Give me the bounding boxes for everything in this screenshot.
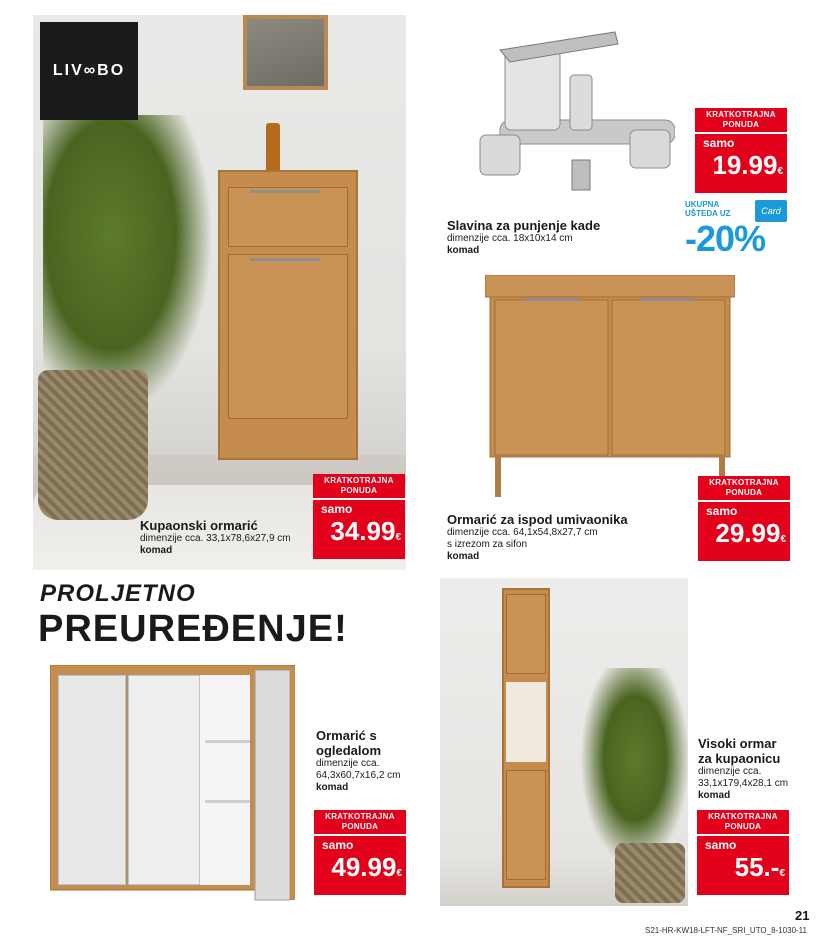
price-value: 49.99 <box>331 852 397 882</box>
tall-cabinet-top-door <box>506 594 546 674</box>
product-unit: komad <box>698 790 731 801</box>
tag-header: KRATKOTRAJNA PONUDA <box>324 476 394 495</box>
product-name: Ormarić za ispod umivaonika <box>447 512 628 527</box>
plant <box>580 668 688 868</box>
price-tag-faucet <box>695 108 787 193</box>
price <box>695 150 787 193</box>
wall-picture <box>243 15 328 90</box>
livarno-logo <box>40 22 138 120</box>
tag-samo: samo <box>705 838 737 852</box>
product-dims-size: 33,1x179,4x28,1 cm <box>698 778 789 789</box>
price-tag-bathroom-cabinet <box>313 474 405 559</box>
page-number: 21 <box>795 908 810 923</box>
currency: € <box>779 868 785 879</box>
product-bathroom-cabinet-info <box>140 518 315 557</box>
product-mirror-cabinet-info <box>316 728 426 794</box>
badge-line2: UŠTEDA UZ <box>685 209 731 218</box>
badge-line1: UKUPNA <box>685 200 720 209</box>
product-unit: komad <box>447 245 480 256</box>
product-name: Slavina za punjenje kade <box>447 218 601 233</box>
product-tall-cabinet-info <box>698 736 808 802</box>
product-unit: komad <box>316 782 349 793</box>
discount-percent: -20% <box>685 218 766 259</box>
tall-cabinet-shelves <box>506 682 546 762</box>
cabinet-handle <box>250 190 320 193</box>
tall-cabinet-photo <box>440 578 688 906</box>
badge-text <box>685 200 730 218</box>
tall-cabinet-bottom-door <box>506 770 546 880</box>
price-value: 34.99 <box>330 516 396 546</box>
tag-header: KRATKOTRAJNA PONUDA <box>325 812 395 831</box>
tag-header: KRATKOTRAJNA PONUDA <box>709 478 779 497</box>
basket <box>38 370 148 520</box>
tag-header: KRATKOTRAJNA PONUDA <box>708 812 778 831</box>
product-dims-size: 64,3x60,7x16,2 cm <box>316 770 401 781</box>
currency: € <box>777 166 783 177</box>
product-name: Visoki ormar <box>698 736 777 751</box>
card-discount-badge <box>685 200 795 262</box>
product-dims: dimenzije cca. 18x10x14 cm <box>447 233 573 244</box>
product-dims: dimenzije cca. 64,1x54,8x27,7 cm <box>447 527 598 538</box>
cabinet-image <box>218 170 358 460</box>
catalog-code: S21-HR-KW18-LFT-NF_SRI_UTO_8-1030-11 <box>645 926 807 935</box>
product-name-line2: za kupaonicu <box>698 751 781 766</box>
product-name: Kupaonski ormarić <box>140 518 258 533</box>
price-value: 19.99 <box>712 150 778 180</box>
product-faucet-info <box>447 218 647 257</box>
price-tag-mirror-cabinet <box>314 810 406 895</box>
price <box>314 852 406 895</box>
tag-samo: samo <box>706 504 738 518</box>
product-unit: komad <box>140 545 173 556</box>
product-name: Ormarić s <box>316 728 377 743</box>
basket <box>615 843 685 903</box>
headline-line2: PREUREĐENJE! <box>38 608 348 650</box>
currency: € <box>780 534 786 545</box>
currency: € <box>396 868 402 879</box>
price <box>313 516 405 559</box>
price-value: 55.- <box>734 852 780 882</box>
product-sink-cabinet-info <box>447 512 687 563</box>
tag-samo: samo <box>321 502 353 516</box>
logo-text: LIV∞BO <box>52 62 126 79</box>
tall-cabinet <box>502 588 550 888</box>
cabinet-handle <box>250 258 320 261</box>
price-value: 29.99 <box>715 518 781 548</box>
card-label: Card <box>761 206 781 216</box>
price-tag-sink-cabinet <box>698 476 790 561</box>
currency: € <box>395 532 401 543</box>
headline-line1: PROLJETNO <box>40 580 196 607</box>
tag-samo: samo <box>703 136 735 150</box>
tag-header: KRATKOTRAJNA PONUDA <box>706 110 776 129</box>
faucet-image <box>440 30 675 195</box>
sink-cabinet-image <box>485 275 735 500</box>
mirror-cabinet-image <box>50 665 295 905</box>
bottle <box>266 123 280 173</box>
product-unit: komad <box>447 551 480 562</box>
product-dims: dimenzije cca. 33,1x78,6x27,9 cm <box>140 533 291 544</box>
product-dims: dimenzije cca. <box>316 758 380 769</box>
price <box>698 518 790 561</box>
product-name-line2: ogledalom <box>316 743 382 758</box>
cabinet-door <box>228 254 348 419</box>
cabinet-drawer <box>228 187 348 247</box>
price-tag-tall-cabinet <box>697 810 789 895</box>
price <box>697 852 789 895</box>
product-dims-extra: s izrezom za sifon <box>447 539 528 550</box>
product-dims: dimenzije cca. <box>698 766 762 777</box>
tag-samo: samo <box>322 838 354 852</box>
